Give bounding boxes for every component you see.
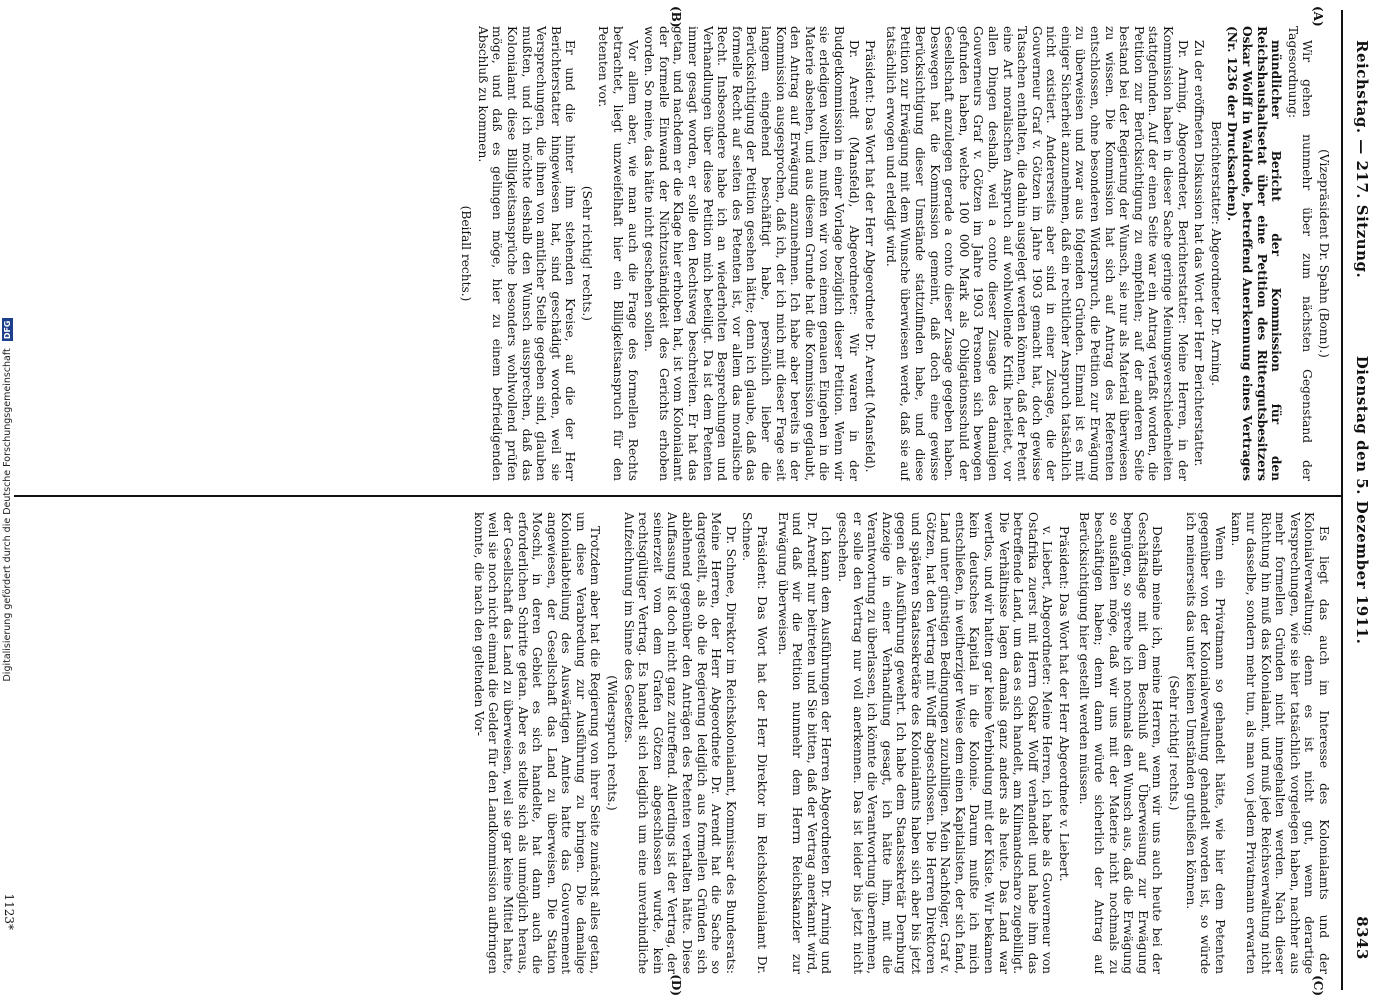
signature-number: 1123* xyxy=(2,893,16,930)
page-number: 8343 xyxy=(1353,916,1371,960)
speech: Dr. Arning, Abgeordneter, Berichterstatter: Meine Herren, in der Kommission haben in dieser Sache geringe Meinungsverschiedenheiten stattgefunden. Auf der einen Seite war ein Antrag verfaßt worden, die Petition zur Berücksichtigung zu empfehlen; auf der anderen Seite bestand bei der Regierung der Wunsch, sie nur als Material überwiesen zu wissen. Die Kommission hat sich auf Antrag des Referenten entschlossen, ohne besonderen Widerspruch, die Petition zur Erwägung zu überweisen und zwar aus folgenden Gründen. Einmal ist es mit einiger Sicherheit anzunehmen, daß ein rechtlicher Anspruch tatsächlich nicht existiert. Andererseits aber sind in einer Zusage, die der Gouverneur Graf v. Götzen im Jahre 1903 gemacht hat, doch gewisse Tatsachen enthalten, die dahin ausgelegt werden können, daß der Petent eine Art moralischen Anspruch auf wohlwollende Kritik herleitet, vor allen Dingen deshalb, weil a conto dieser Zusage des damaligen Gouverneurs Graf v. Götzen im Jahre 1903 Personen sich bewogen gefunden haben, welche 100 000 Mark als Obligationsschuld der Gesellschaft anzulegen gerade a conto dieser Zusage gegeben haben. Deswegen hat die Kommission gemeint, daß doch eine gewisse Berücksichtigung dieser Umstände stattzufinden habe, und diese Petition zur Erwägung mit dem Wunsche überwiesen werde, daß sie auf tatsächlich erwogen und erledigt wird. xyxy=(883,26,1190,481)
paragraph: Es liegt das auch im Interesse des Kolonialamts und der Kolonialverwaltung; denn es ist nicht gut, wenn derartige Versprechungen, wie sie hier tatsächlich vorgelegen haben, nachher aus mehr formellen Gründen nicht innegehalten werden. Nach dieser Richtung hin muß das Kolonialamt, und muß jede Reichsverwaltung nicht nur dasselbe, sondern mehr tun, als man von jedem Privatmann erwarten kann. xyxy=(1229,512,1331,974)
speech: Dr. Schnee, Direktor im Reichskolonialamt, Kommissar des Bundesrats: Meine Herren, der Herr Abgeordnete Dr. Arendt hat die Sache so dargestellt, als ob die Regierung lediglich aus formellen Gründen sich ablehnend gegenüber den Anträgen des Petenten verhalten hätte. Diese Auffassung ist doch nicht ganz zutreffend. Allerdings ist der Vertrag, der seinerzeit vom dem Grafen Götzen abgeschlossen wurde, kein rechtsgültiger Vertrag. Es handelt sich lediglich um eine unverbindliche Aufzeichnung im Sinne des Gesetzes. xyxy=(621,512,738,974)
paragraph: Ich kann dem Ausführungen der Herren Abgeordneten Dr. Arning und Dr. Arendt nur beitreten und Sie bitten, daß der Vertrag anerkannt wird, und daß wir die Petition nunmehr dem Herrn Reichskanzler zur Erwägung überweisen. xyxy=(775,512,834,974)
speech: Dr. Arendt (Mansfeld), Abgeordneter: Wir waren in der Budgetkommission in einer Vorlage bezüglich dieser Petition. Wenn wir sie erledigen wollten, mußten wir von einem genauen Eingehen in die Materie absehen, und aus diesem Grunde hat die Kommission geglaubt, den Antrag auf Erwägung anzunehmen. Ich habe aber bereits in der Kommission ausgesprochen, daß ich, der ich mich mit dieser Frage seit langem eingehend beschäftigt habe, persönlich lieber die Berücksichtigung der Petition gesehen hätte; denn ich glaube, daß das formelle Recht auf seiten des Petenten ist, vor allem das moralische Recht. Insbesondere habe ich an wiederholten Besprechungen und Verhandlungen über diese Petition mich beteiligt. Da ist dem Petenten immer gesagt worden, er solle den Rechtsweg beschreiten. Er hat das getan, und nachdem er die Klage hier erhoben hat, ist vom Kolonialamt der formelle Einwand der Nichtzuständigkeit des Gerichts erhoben worden. So meine, das hätte nicht geschehen sollen. xyxy=(642,26,861,481)
margin-marker-a: (A) xyxy=(1311,6,1325,27)
interjection: (Sehr richtig! rechts.) xyxy=(1167,675,1182,811)
margin-marker-c: (C) xyxy=(1311,975,1325,996)
header-rule xyxy=(1341,10,1343,990)
interjection: (Widerspruch rechts.) xyxy=(605,675,620,811)
president-remark: Präsident: Das Wort hat der Herr Direktor im Reichskolonialamt Dr. Schnee. xyxy=(740,512,770,974)
margin-marker-b: (B) xyxy=(669,6,683,28)
rapporteur: Berichterstatter: Abgeordneter Dr. Arning. xyxy=(1208,120,1223,387)
speaker-note: (Vizepräsident Dr. Spahn (Bonn).) xyxy=(1317,149,1331,358)
speech: v. Liebert, Abgeordneter: Meine Herren, ich habe als Gouverneur von Ostafrika zuerst mit Herrn Oskar Wolff verhandelt und habe ihm das betreffende Land, um das es sich handelt, am Kilimandscharo zugebilligt. Die Verhältnisse lagen damals ganz anders als heute. Das Land war wertlos, und wir hatten gar keine Verbindung mit der Küste. Wir bekamen kein deutsches Kapital in die Kolonie. Darum mußte ich mich entschließen, in weitherziger Weise dem einen Kapitalisten, der sich fand, Land unter günstigen Bedingungen zuzubilligen. Mein Nachfolger, Graf v. Götzen, hat den Vertrag mit Wolff abgeschlossen. Die Herren Direktoren und späteren Staatssekretäre des Kolonialamts haben sich aber bis jetzt gegen die Ausführung gewehrt. Ich habe dem Staatssekretär Dernburg Anzeige in einer Verhandlung gesagt, ich hätte ihm, mit die Verantwortung zu überlassen, ich könnte die Verantwortung übernehmen, er solle den Vertrag nur voll anerkennen. Das ist leider bis jetzt nicht geschehen. xyxy=(836,512,1055,974)
digitization-notice xyxy=(1,0,15,1000)
paragraph: Trotzdem aber hat die Regierung von ihrer Seite zunächst alles getan, um diese Verabredung zur Ausführung zu bringen. Die damalige Kolonialabteilung des Auswärtigen Amtes hatte das Gouvernement angewiesen, der Gesellschaft das Land zu überweisen. Die Station Moschi, in deren Gebiet es sich handelte, hat dann auch die erforderlichen Schritte getan. Aber es stellte sich als unmöglich heraus, der Gesellschaft das Land zu überweisen, weil sie gar keine Mittel hatte, weil sie noch nicht einmal die Gelder für den Landkommission aufbringen konnte, die nach den geltenden Vor- xyxy=(471,512,603,974)
paragraph: Wenn ein Privatmann so gehandelt hätte, wie hier dem Petenten gegenüber von der Kolonialverwaltung gehandelt worden ist, so würde ich meinerseits das unter keinen Umständen gutheißen können. xyxy=(1183,512,1227,974)
right-column xyxy=(14,512,1331,974)
paragraph: Zu der eröffneten Diskussion hat das Wort der Herr Berichterstatter. xyxy=(1192,40,1207,467)
paragraph: Deshalb meine ich, meine Herren, wenn wir uns auch heute bei der Geschäftslage mit dem Beschluß auf Überweisung zur Erwägung begnügen, so spreche ich nochmals den Wunsch aus, daß die Erwägung so ausfallen möge, daß wir uns mit der Materie nicht nochmals zu beschäftigen haben; denn dann würde sicherlich der Antrag auf Berücksichtigung hier gestellt werden müssen. xyxy=(1077,512,1165,974)
left-column xyxy=(14,26,1331,481)
agenda-item: mündlicher Bericht der Kommission für den Reichshaushaltsetat über eine Petition des Rittergutsbesitzers Oskar Wolff in Waldrode, betreffend Anerkennung eines Vertrages (Nr. 1236 der Drucksachen). xyxy=(1225,26,1284,481)
dfg-logo: DFG xyxy=(3,320,12,340)
running-head-date: Dienstag den 5. Dezember 1911. xyxy=(1353,355,1371,645)
digitization-text: Digitalisierung gefördert durch die Deutsche Forschungsgemeinschaft xyxy=(2,348,13,682)
margin-marker-d: (D) xyxy=(669,974,683,996)
interjection: (Beifall rechts.) xyxy=(459,205,474,302)
paragraph: Er und die hinter ihm stehenden Kreise, auf die der Herr Berichterstatter hingewiesen hat, sind geschädigt worden, weil sie Versprechungen, die ihnen von amtlicher Stelle gegeben sind, glauben mußten, und ich möchte deshalb den Wunsch aussprechen, daß das Kolonialamt diese Billigkeitsansprüche besonders wohlwollend prüfen möge, und daß es gelingen möge, hier zu einem befriedigenden Abschluß zu kommen. xyxy=(475,26,578,481)
column-divider xyxy=(14,495,1341,497)
paragraph: Wir gehen nunmehr über zum nächsten Gegenstand der Tagesordnung: xyxy=(1285,26,1315,481)
president-remark: Präsident: Das Wort hat der Herr Abgeordnete v. Liebert. xyxy=(1056,526,1071,882)
running-head-left: Reichstag. — 217. Sitzung. xyxy=(1353,40,1371,279)
interjection: (Sehr richtig! rechts.) xyxy=(579,185,594,322)
president-remark: Präsident: Das Wort hat der Herr Abgeordnete Dr. Arendt (Mansfeld). xyxy=(863,40,878,473)
paragraph: Vor allem aber, wie man auch die Frage des formellen Rechts betrachtet, liegt unzweifelhaft hier ein Billigkeitsanspruch für den Petenten vor. xyxy=(596,26,640,481)
